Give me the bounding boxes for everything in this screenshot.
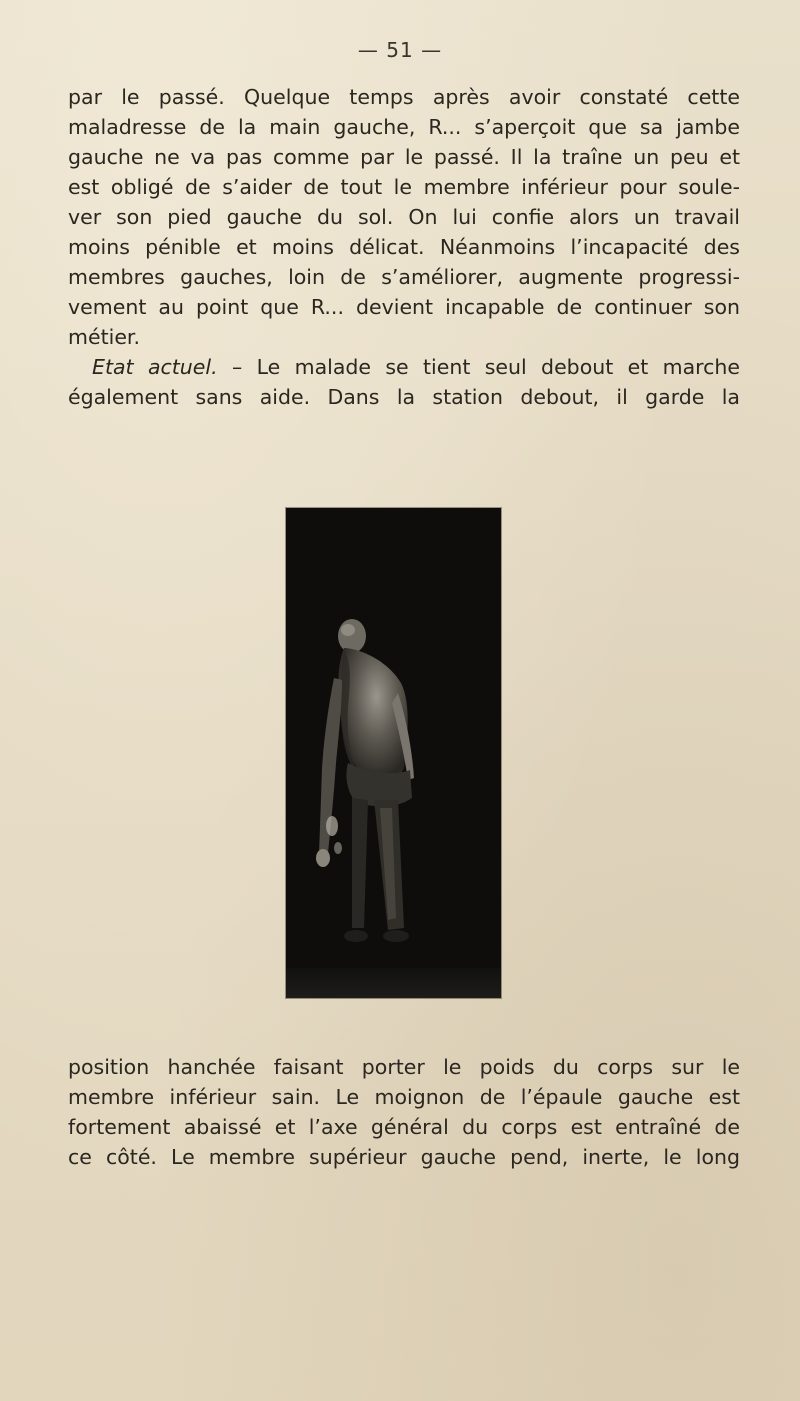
text-line: métier. [68,325,140,349]
text-block-bottom [68,1052,740,1172]
text-line: position hanchée faisant porter le poids du corps sur le [68,1055,740,1079]
page-number: — 51 — [357,38,443,62]
patient-photograph [286,508,501,998]
text-line: membre inférieur sain. Le moignon de l’épaule gauche est [68,1085,740,1109]
section-heading: Etat actuel. [92,355,218,379]
etat-actuel-line [68,352,740,382]
text-line: membres gauches, loin de s’améliorer, augmente progressi- [68,265,740,289]
text-line: est obligé de s’aider de tout le membre inférieur pour soule- [68,175,740,199]
text-line: par le passé. Quelque temps après avoir constaté cette [68,85,740,109]
text-block-top [68,82,740,412]
photograph-image [286,508,501,998]
text-line: vement au point que R... devient incapable de continuer son [68,295,740,319]
text-line: maladresse de la main gauche, R... s’aperçoit que sa jambe [68,115,740,139]
text-fragment: – Le malade se tient seul debout et marche [217,355,741,379]
text-line: fortement abaissé et l’axe général du corps est entraîné de [68,1115,740,1139]
text-line: gauche ne va pas comme par le passé. Il la traîne un peu et [68,145,740,169]
text-line: également sans aide. Dans la station debout, il garde la [68,385,740,409]
text-line: ver son pied gauche du sol. On lui confie alors un travail [68,205,740,229]
text-line: ce côté. Le membre supérieur gauche pend, inerte, le long [68,1145,740,1169]
text-line: moins pénible et moins délicat. Néanmoins l’incapacité des [68,235,740,259]
